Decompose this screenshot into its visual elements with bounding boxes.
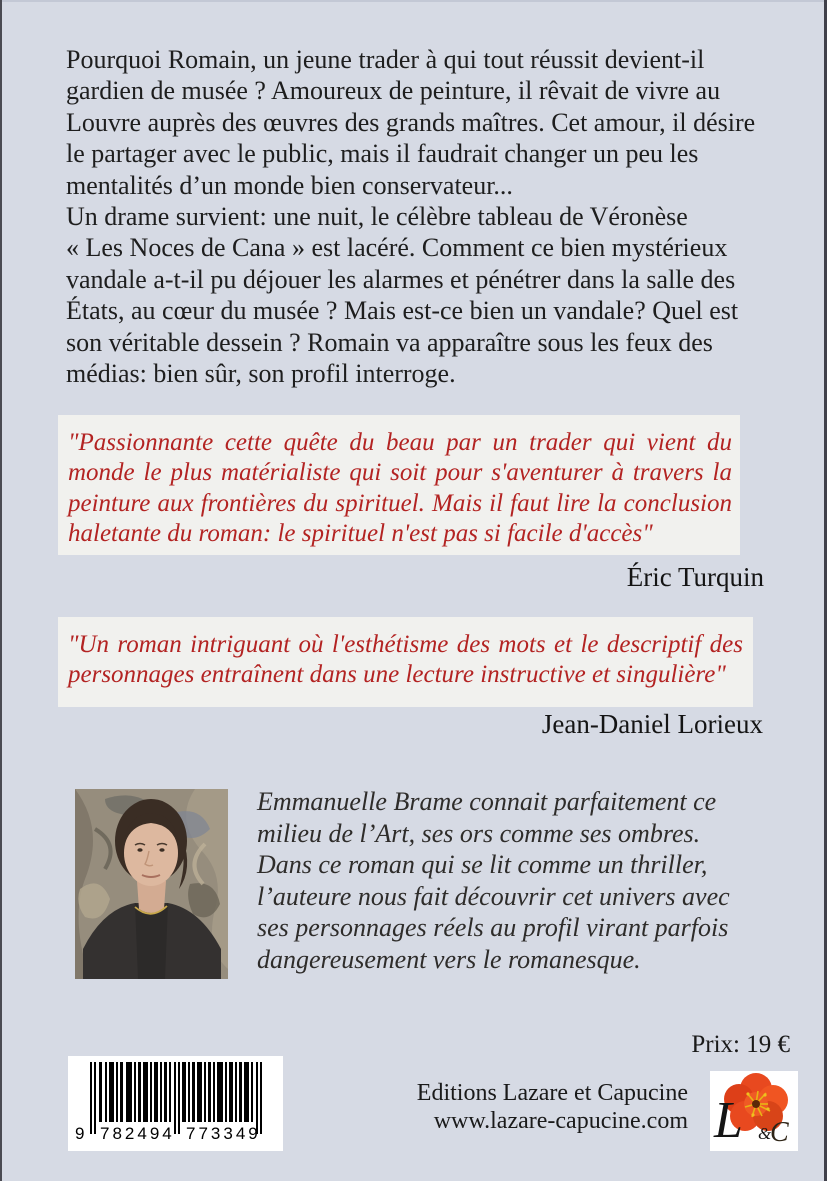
barcode-group: 782494 <box>100 1124 175 1143</box>
synopsis-line: Un drame survient: une nuit, le célèbre tableau de Véronèse <box>66 202 688 232</box>
publisher-name: Editions Lazare et Capucine <box>416 1080 688 1106</box>
press-quote-2 <box>58 617 753 707</box>
author-bio <box>257 786 747 976</box>
cover-top-edge <box>0 0 827 2</box>
bio-line: ses personnages réels au profil virant parfois <box>257 913 729 943</box>
synopsis-line: États, au cœur du musée ? Mais est-ce bien un vandale? Quel est <box>66 296 739 326</box>
bio-line: l’auteure nous fait découvrir cet univers avec <box>257 881 730 911</box>
synopsis-line: Pourquoi Romain, un jeune trader à qui tout réussit devient-il <box>66 45 705 74</box>
lazare-capucine-flower-logo <box>710 1071 798 1151</box>
logo-letter-l: L <box>714 1092 743 1149</box>
author-photo <box>75 789 228 979</box>
quote-2-attribution: Jean-Daniel Lorieux <box>541 709 763 739</box>
barcode-number <box>68 1122 283 1148</box>
quote-line: personnages entraînent dans une lecture instructive et singulière" <box>68 661 726 689</box>
publisher-logo <box>710 1071 798 1151</box>
synopsis-line: son véritable dessein ? Romain va apparaître sous les feux des <box>66 327 713 357</box>
barcode-digit: 9 <box>75 1124 85 1143</box>
quote-line: "Passionnante cette quête du beau par un trader qui vient du <box>68 429 732 456</box>
bio-line: Dans ce roman qui se lit comme un thriller, <box>257 850 708 880</box>
quote-line: monde le plus matérialiste qui soit pour s'aventurer à travers la <box>68 459 732 487</box>
bio-line: dangereusement vers le romanesque. <box>257 944 641 974</box>
synopsis-line: gardien de musée ? Amoureux de peinture, il rêvait de vivre au <box>66 76 721 106</box>
press-quote-1 <box>58 415 740 555</box>
publisher-block <box>417 1079 688 1135</box>
cover-left-edge <box>0 0 2 1181</box>
synopsis-line: vandale a-t-il pu déjouer les alarmes et pénétrer dans la salle des <box>66 264 736 294</box>
quote-line: haletante du roman: le spirituel n'est pas si facile d'accès" <box>68 520 653 548</box>
publisher-website: www.lazare-capucine.com <box>433 1108 688 1134</box>
price-label: Prix: 19 € <box>691 1031 790 1058</box>
bio-line: milieu de l’Art, ses ors comme ses ombres. <box>257 818 701 848</box>
logo-letter-c: C <box>770 1117 789 1148</box>
quote-line: peinture aux frontières du spirituel. Mais il faut lire la conclusion <box>68 489 732 517</box>
quote-line: "Un roman intriguant où l'esthétisme des mots et le descriptif des <box>68 631 743 658</box>
synopsis-line: le partager avec le public, mais il faudrait changer un peu les <box>66 139 699 169</box>
isbn-barcode <box>68 1056 283 1151</box>
synopsis-line: « Les Noces de Cana » est lacéré. Comment ce bien mystérieux <box>66 233 728 263</box>
barcode-group: 773349 <box>186 1124 261 1143</box>
synopsis-line: médias: bien sûr, son profil interroge. <box>66 359 456 389</box>
synopsis <box>66 44 786 389</box>
author-portrait-image <box>75 789 228 979</box>
quote-1-attribution: Éric Turquin <box>626 562 764 592</box>
logo-ampersand: & <box>758 1124 772 1143</box>
synopsis-line: Louvre auprès des œuvres des grands maîtres. Cet amour, il désire <box>66 107 756 137</box>
synopsis-line: mentalités d’un monde bien conservateur... <box>66 170 513 200</box>
bio-line: Emmanuelle Brame connait parfaitement ce <box>257 787 717 816</box>
